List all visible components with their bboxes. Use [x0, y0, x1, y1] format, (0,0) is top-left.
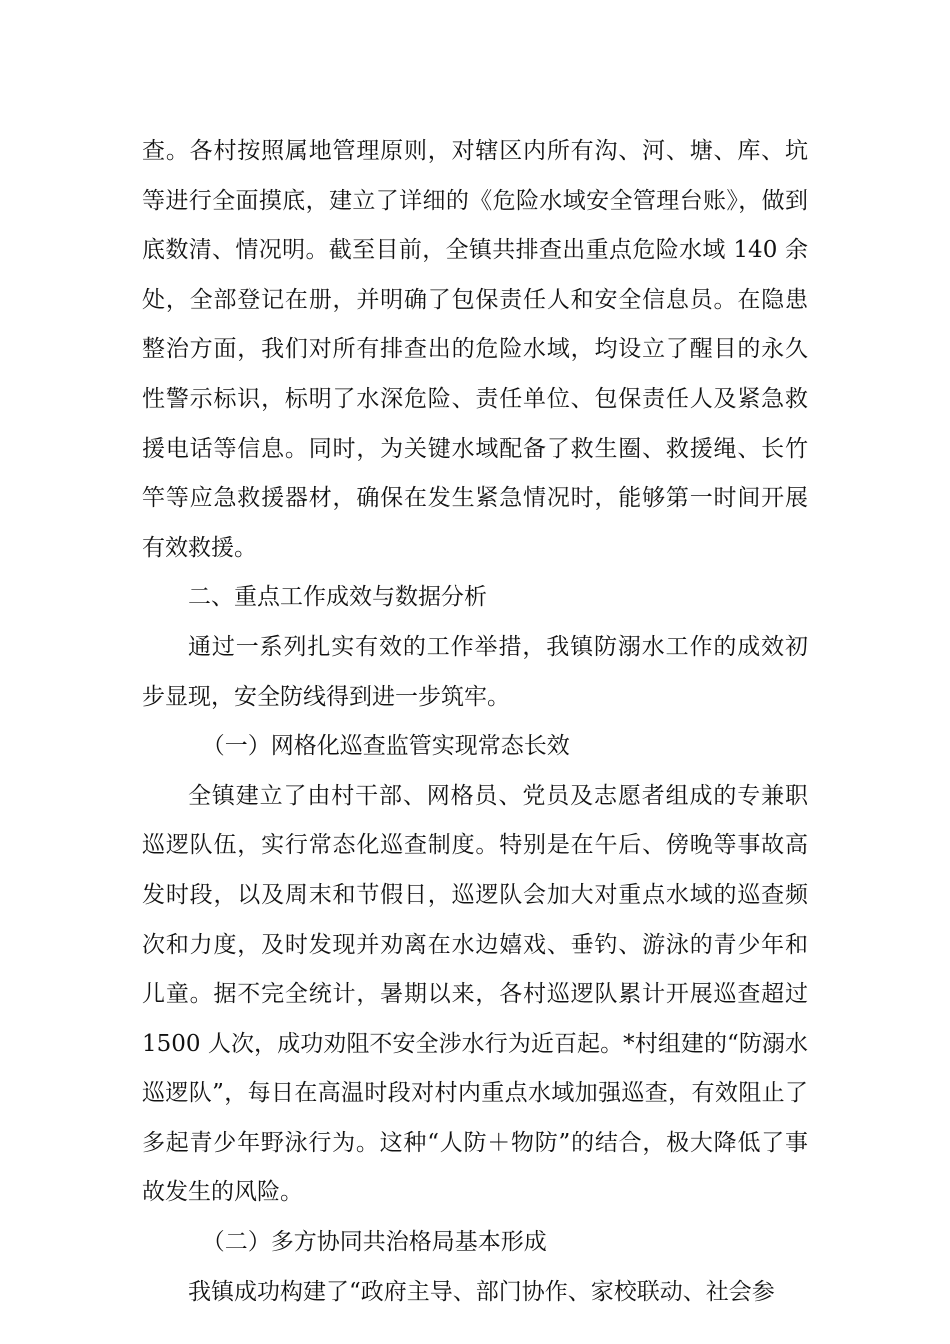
subsection-heading: （一）网格化巡查监管实现常态长效 [201, 733, 570, 760]
paragraph: 全镇建立了由村干部、网格员、党员及志愿者组成的专兼职巡逻队伍，实行常态化巡查制度。特别是在午后、傍晚等事故高发时段，以及周末和节假日，巡逻队会加大对重点水域的巡查频次和力度，及时发现并劝离在水边嬉戏、垂钓、游泳的青少年和儿童。据不完全统计，暑期以来，各村巡逻队累计开展巡查超过 1500 人次，成功劝阻不安全涉水行为近百起。*村组建的“防溺水巡逻队”，每日在高温时段对村内重点水域加强巡查，有效阻止了多起青少年野泳行为。这种“人防＋物防”的结合，极大降低了事故发生的风险。 [142, 782, 808, 1206]
paragraph: 通过一系列扎实有效的工作举措，我镇防溺水工作的成效初步显现，安全防线得到进一步筑牢。 [142, 633, 808, 710]
paragraph: 我镇成功构建了“政府主导、部门协作、家校联动、社会参 [188, 1278, 775, 1305]
paragraph-continuation: 查。各村按照属地管理原则，对辖区内所有沟、河、塘、库、坑等进行全面摸底，建立了详细的《危险水域安全管理台账》，做到底数清、情况明。截至目前，全镇共排查出重点危险水域 140 余处，全部登记在册，并明确了包保责任人和安全信息员。在隐患整治方面，我们对所有排查出的危险水域，均设立了醒目的永久性警示标识，标明了水深危险、责任单位、包保责任人及紧急救援电话等信息。同时，为关键水域配备了救生圈、救援绳、长竹竿等应急救援器材，确保在发生紧急情况时，能够第一时间开展有效救援。 [142, 138, 808, 561]
subsection-heading: （二）多方协同共治格局基本形成 [201, 1229, 547, 1256]
section-heading: 二、重点工作成效与数据分析 [188, 584, 487, 611]
document-body [142, 127, 808, 1317]
